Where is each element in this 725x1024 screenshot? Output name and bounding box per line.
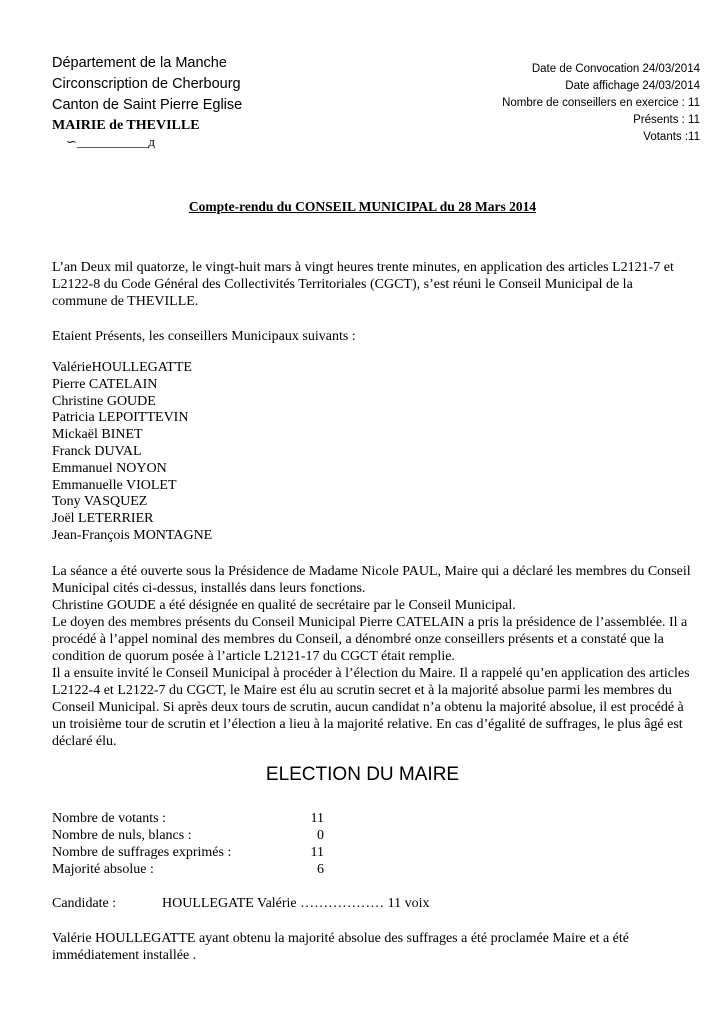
stat-label: Nombre de votants : [52, 811, 166, 826]
stat-label: Nombre de nuls, blancs : [52, 828, 192, 843]
list-item: Jean-François MONTAGNE [52, 527, 213, 543]
list-item: ValérieHOULLEGATTE [52, 360, 192, 375]
presents-count: Présents : 11 [633, 114, 700, 126]
candidate-line [52, 896, 430, 912]
stat-value: 11 [310, 811, 324, 826]
list-item: Joël LETERRIER [52, 511, 154, 527]
mairie-name: MAIRIE de THEVILLE [52, 118, 200, 133]
list-item: Patricia LEPOITTEVIN [52, 410, 189, 426]
list-item: Mickaël BINET [52, 427, 143, 443]
list-item: Tony VASQUEZ [52, 494, 148, 510]
circonscription: Circonscription de Cherbourg [52, 76, 241, 92]
doyen-text: Le doyen des membres présents du Conseil Municipal Pierre CATELAIN a pris la présidence de l’assemblée. Il a procédé à l’appel nominal des membres du Conseil, a dénombré onze conseillers présents et a constaté que la condition de quorum posée à l’article L2121-17 du CGCT était remplie. [52, 615, 688, 664]
candidate-label: Candidate : [52, 896, 117, 911]
list-item: Pierre CATELAIN [52, 376, 158, 392]
stat-label: Majorité absolue : [52, 862, 154, 877]
candidate-result: HOULLEGATE Valérie ……………… 11 voix [162, 896, 430, 911]
date-affichage: Date affichage 24/03/2014 [565, 80, 700, 92]
stat-label: Nombre de suffrages exprimés : [52, 845, 232, 860]
secretaire-text: Christine GOUDE a été désignée en qualité de secrétaire par le Conseil Municipal. [52, 598, 516, 613]
header-left [52, 53, 242, 136]
list-item: Emmanuel NOYON [52, 460, 167, 476]
section-title: ELECTION DU MAIRE [265, 764, 460, 785]
document-title: Compte-rendu du CONSEIL MUNICIPAL du 28 Mars 2014 [188, 199, 537, 214]
ornament-divider: ∽___________д [66, 134, 156, 149]
conseillers-exercice: Nombre de conseillers en exercice : 11 [502, 97, 700, 109]
seance-paragraph [52, 563, 692, 750]
presents-intro: Etaient Présents, les conseillers Municipaux suivants : [52, 329, 356, 344]
list-item: Emmanuelle VIOLET [52, 477, 177, 493]
votants-count: Votants :11 [643, 131, 700, 143]
stat-value: 11 [310, 845, 324, 860]
header-right [502, 61, 700, 146]
stat-value: 0 [317, 828, 324, 843]
stat-value: 6 [317, 862, 324, 877]
list-item: Franck DUVAL [52, 443, 142, 459]
conclusion-paragraph: Valérie HOULLEGATTE ayant obtenu la majorité absolue des suffrages a été proclamée Maire et a été immédiatement installée . [52, 931, 630, 963]
intro-paragraph: L’an Deux mil quatorze, le vingt-huit mars à vingt heures trente minutes, en application des articles L2121-7 et L2122-8 du Code Général des Collectivités Territoriales (CGCT), s’est réuni le Conseil Municipal de la commune de THEVILLE. [52, 260, 674, 309]
members-list [52, 360, 212, 545]
seance-text: La séance a été ouverte sous la Présidence de Madame Nicole PAUL, Maire qui a déclaré les membres du Conseil Municipal cités ci-dessus, installés dans leurs fonctions. [52, 564, 691, 596]
departement: Département de la Manche [52, 55, 227, 71]
canton: Canton de Saint Pierre Eglise [52, 97, 243, 113]
election-rules-text: Il a ensuite invité le Conseil Municipal à procéder à l’élection du Maire. Il a rappelé qu’en application des articles L2122-4 et L2122-7 du CGCT, le Maire est élu au scrutin secret et à la majorité absolue parmi les membres du Conseil Municipal. Si après deux tours de scrutin, aucun candidat n’a obtenu la majorité absolue, il est procédé à un troisième tour de scrutin et l’élection a lieu à la majorité relative. En cas d’égalité de suffrages, le plus âgé est déclaré élu. [52, 666, 690, 749]
list-item: Christine GOUDE [52, 393, 156, 409]
date-convocation: Date de Convocation 24/03/2014 [531, 63, 700, 75]
